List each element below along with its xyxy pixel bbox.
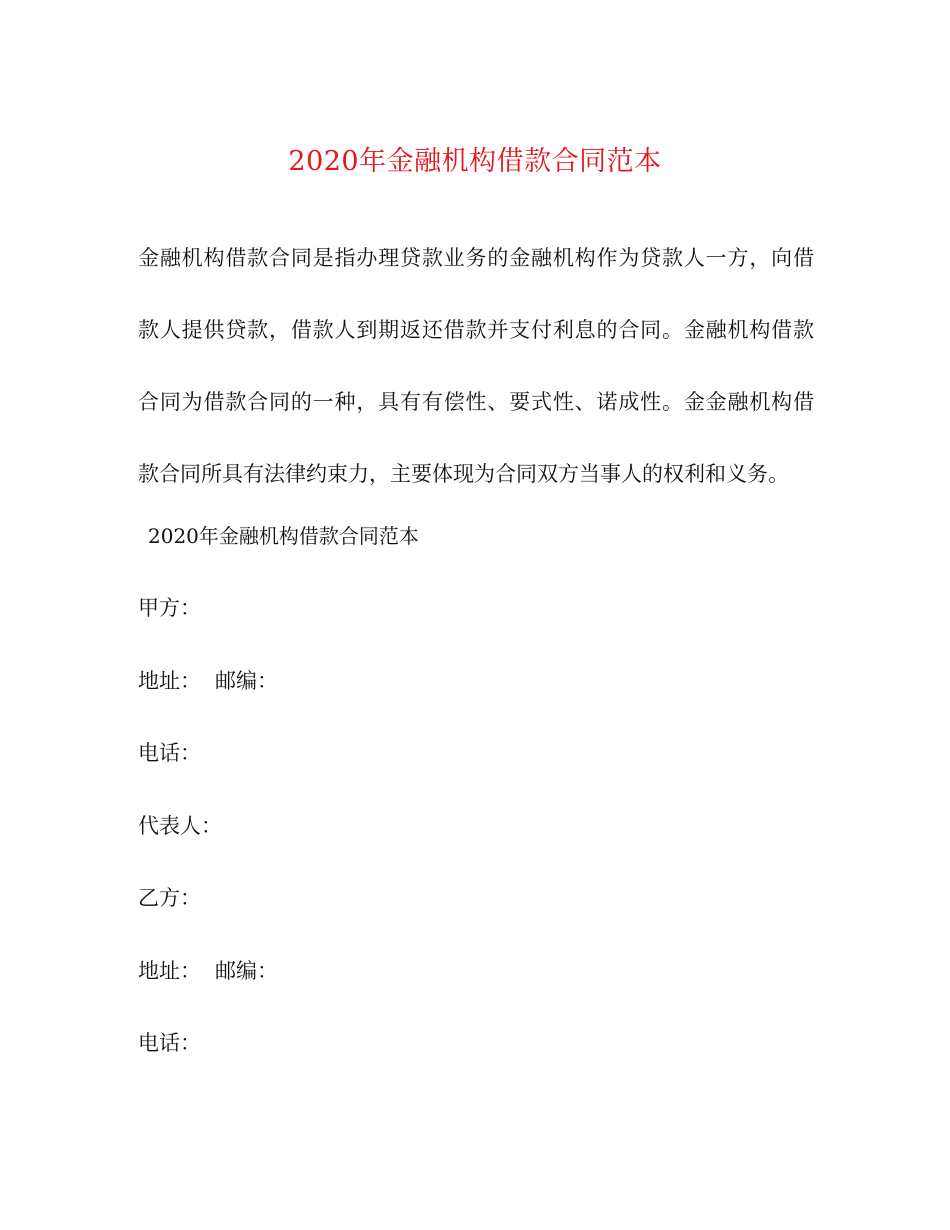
party-b-phone-field (138, 1021, 814, 1094)
intro-paragraph (138, 222, 814, 510)
intro-line: 合同为借款合同的一种，具有有偿性、要式性、诺成性。金金融机构借 (138, 390, 814, 414)
party-b-address-label: 地址： (138, 958, 201, 983)
intro-line: 款合同所具有法律约束力，主要体现为合同双方当事人的权利和义务。 (138, 462, 789, 486)
party-a-address-field (138, 659, 814, 732)
party-a-representative-field (138, 804, 814, 877)
party-a-phone-field (138, 731, 814, 804)
party-a-address-label: 地址： (138, 668, 201, 693)
party-a-phone-label: 电话： (138, 741, 201, 765)
party-a-postcode-label: 邮编： (215, 668, 278, 693)
party-fields (138, 586, 814, 1094)
intro-line: 金融机构借款合同是指办理贷款业务的金融机构作为贷款人一方，向借 (138, 246, 814, 270)
party-a-label: 甲方： (138, 596, 201, 620)
party-a-representative-label: 代表人： (138, 813, 222, 838)
party-a-field (138, 586, 814, 659)
contract-subtitle: 2020年金融机构借款合同范本 (148, 524, 419, 548)
intro-line: 款人提供贷款，借款人到期返还借款并支付利息的合同。金融机构借款 (138, 318, 814, 342)
party-b-field (138, 876, 814, 949)
party-b-postcode-label: 邮编： (215, 958, 278, 983)
document-title: 2020年金融机构借款合同范本 (288, 146, 662, 177)
party-b-label: 乙方： (138, 886, 201, 910)
party-b-address-field (138, 949, 814, 1022)
party-b-phone-label: 电话： (138, 1031, 201, 1055)
